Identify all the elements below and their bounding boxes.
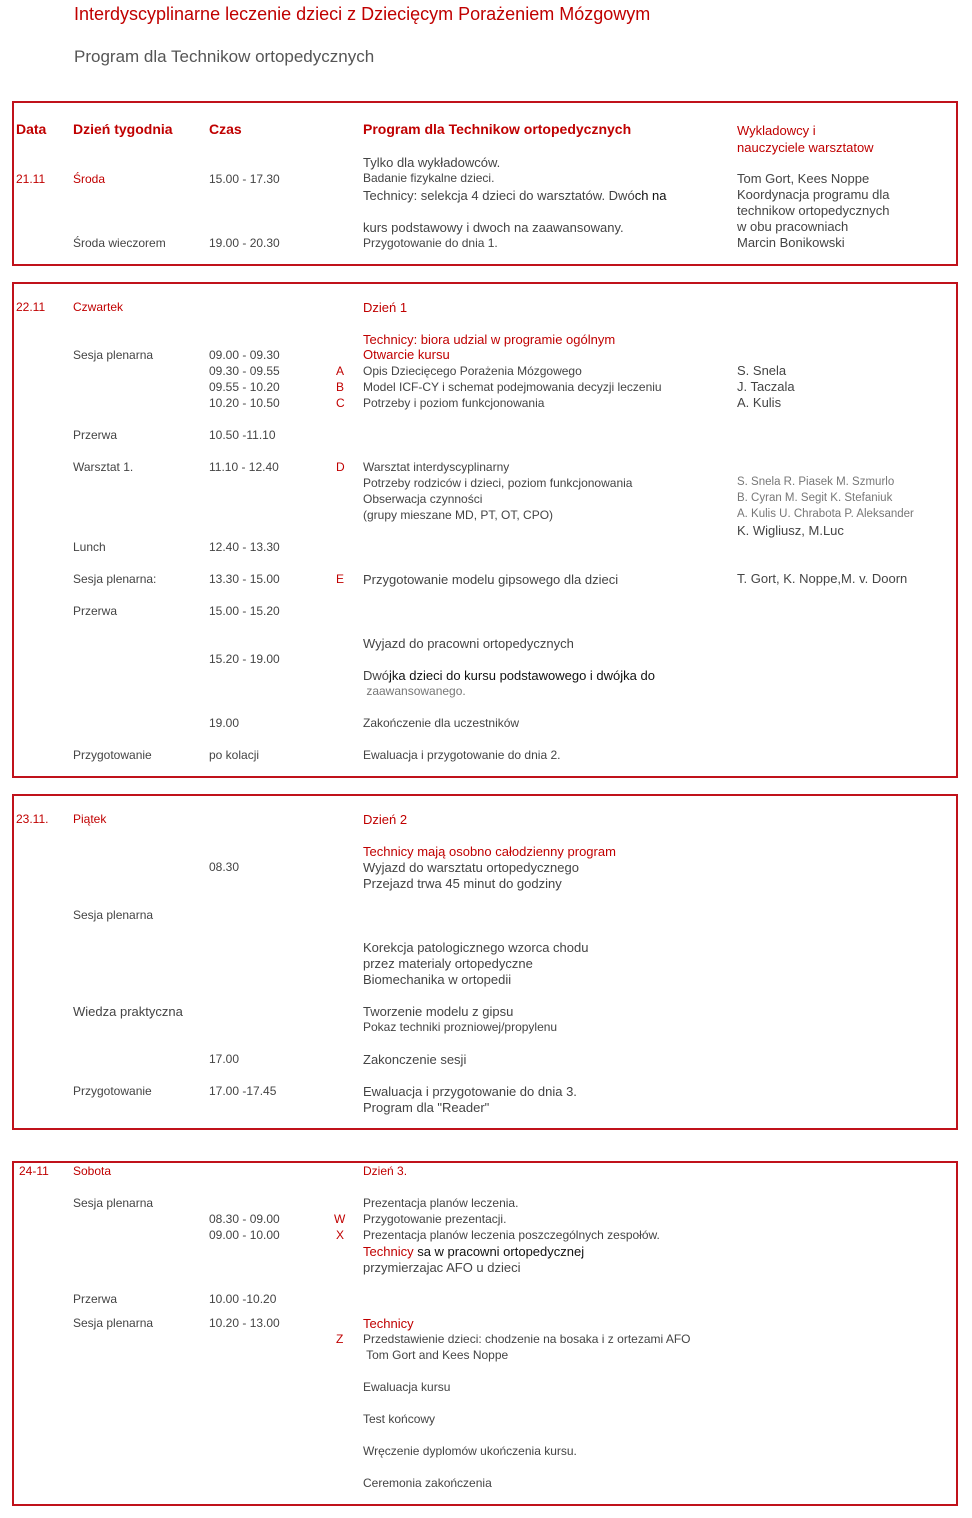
date-label: 22.11	[16, 300, 46, 314]
program-line: Wyjazd do pracowni ortopedycznych	[363, 636, 574, 651]
program-line	[363, 1245, 584, 1258]
lecturer-line: Marcin Bonikowski	[737, 235, 845, 250]
program-line: Tworzenie modelu z gipsu	[363, 1004, 514, 1019]
time-label: 08.30	[209, 860, 240, 874]
program-line: Badanie fizykalne dzieci.	[363, 171, 495, 185]
program-line: Przygotowanie modelu gipsowego dla dzieci	[363, 572, 619, 587]
time-label: 09.30 - 09.55	[209, 364, 280, 378]
program-line: Zakonczenie sesji	[363, 1052, 467, 1067]
program-line: Przejazd trwa 45 minut do godziny	[363, 876, 562, 891]
day-title: Dzień 1	[363, 300, 408, 315]
program-line: Tom Gort and Kees Noppe	[363, 1348, 509, 1362]
program-line: Przedstawienie dzieci: chodzenie na bosaka i z ortezami AFO	[363, 1332, 691, 1346]
time-label: 15.00 - 15.20	[209, 604, 280, 618]
program-line: (grupy mieszane MD, PT, OT, CPO)	[363, 508, 554, 522]
item-letter: D	[336, 460, 345, 474]
time-label: 08.30 - 09.00	[209, 1212, 280, 1226]
program-line: Prezentacja planów leczenia poszczególnych zespołów.	[363, 1228, 660, 1242]
program-line: Technicy: biora udzial w programie ogólnym	[363, 332, 616, 347]
day-label: Środa wieczorem	[73, 236, 166, 250]
session-label: Sesja plenarna	[73, 908, 154, 922]
day-title: Dzień 2	[363, 812, 408, 827]
session-label: Sesja plenarna	[73, 1316, 154, 1330]
program-line	[363, 669, 655, 682]
item-letter: B	[336, 380, 345, 394]
time-label: 19.00 - 20.30	[209, 236, 280, 250]
day-title: Dzień 3.	[363, 1164, 408, 1178]
program-line: Test końcowy	[363, 1412, 436, 1426]
program-text: Technicy: selekcja 4 dzieci do warsztatów. Dwó	[363, 188, 635, 203]
program-line: Model ICF-CY i schemat podejmowania decyzji leczeniu	[363, 380, 662, 394]
day-label: Piątek	[73, 812, 107, 826]
time-label: 11.10 - 12.40	[209, 460, 279, 474]
program-line: Obserwacja czynności	[363, 492, 483, 506]
time-label: 15.20 - 19.00	[209, 652, 280, 666]
program-line: Przygotowanie do dnia 1.	[363, 236, 498, 250]
program-line: Biomechanika w ortopedii	[363, 972, 512, 987]
time-label: 12.40 - 13.30	[209, 540, 280, 554]
session-label: Lunch	[73, 540, 106, 554]
program-line: Potrzeby rodziców i dzieci, poziom funkcjonowania	[363, 476, 633, 490]
program-line: kurs podstawowy i dwoch na zaawansowany.	[363, 220, 624, 235]
program-line: Warsztat interdyscyplinarny	[363, 460, 510, 474]
day-label: Środa	[73, 172, 106, 186]
header-time: Czas	[209, 121, 242, 137]
date-label: 24-11	[19, 1164, 49, 1178]
time-label: po kolacji	[209, 748, 260, 762]
page-title: Interdyscyplinarne leczenie dzieci z Dziecięcym Porażeniem Mózgowym	[74, 4, 651, 24]
lecturer-line: w obu pracowniach	[737, 219, 849, 234]
lecturer-line: T. Gort, K. Noppe,M. v. Doorn	[737, 571, 908, 586]
program-line: zaawansowanego.	[363, 684, 466, 698]
time-label: 13.30 - 15.00	[209, 572, 280, 586]
program-line: Wręczenie dyplomów ukończenia kursu.	[363, 1444, 577, 1458]
program-line: Otwarcie kursu	[363, 347, 450, 362]
date-label: 21.11	[16, 172, 46, 186]
lecturer-line: Koordynacja programu dla	[737, 187, 890, 202]
session-label: Sesja plenarna:	[73, 572, 157, 586]
lecturer-line: K. Wigliusz, M.Luc	[737, 523, 844, 538]
program-text: jka dzieci do kursu podstawowego i dwójka do	[389, 668, 655, 683]
program-line: Potrzeby i poziom funkcjonowania	[363, 396, 545, 410]
program-line: Ewaluacja i przygotowanie do dnia 2.	[363, 748, 561, 762]
session-label: Przygotowanie	[73, 1084, 152, 1098]
program-text: Technicy	[363, 1244, 414, 1259]
program-line: Korekcja patologicznego wzorca chodu	[363, 940, 589, 955]
item-letter: C	[336, 396, 345, 410]
header-day: Dzień tygodnia	[73, 121, 173, 137]
program-line: Prezentacja planów leczenia.	[363, 1196, 519, 1210]
lecturer-line: J. Taczala	[737, 379, 795, 394]
program-line: Opis Dziecięcego Porażenia Mózgowego	[363, 364, 582, 378]
program-line: przymierzajac AFO u dzieci	[363, 1260, 521, 1275]
program-line: Ewaluacja kursu	[363, 1380, 451, 1394]
lecturer-line: A. Kulis U. Chrabota P. Aleksander	[737, 508, 914, 520]
header-program: Program dla Technikow ortopedycznych	[363, 121, 632, 137]
session-label: Sesja plenarna	[73, 1196, 154, 1210]
program-line: Technicy mają osobno całodzienny program	[363, 844, 616, 859]
time-label: 09.00 - 09.30	[209, 348, 280, 362]
program-line: Wyjazd do warsztatu ortopedycznego	[363, 860, 579, 875]
item-letter: W	[334, 1212, 346, 1226]
time-label: 10.20 - 10.50	[209, 396, 280, 410]
lecturer-line: S. Snela R. Piasek M. Szmurlo	[737, 476, 895, 488]
day-label: Sobota	[73, 1164, 112, 1178]
session-label: Przerwa	[73, 604, 118, 618]
time-label: 10.20 - 13.00	[209, 1316, 280, 1330]
item-letter: Z	[336, 1332, 344, 1346]
program-line: Ewaluacja i przygotowanie do dnia 3.	[363, 1084, 577, 1099]
header-date: Data	[16, 121, 47, 137]
session-label: Warsztat 1.	[73, 460, 134, 474]
lecturer-line: A. Kulis	[737, 395, 782, 410]
program-line	[363, 189, 667, 202]
item-letter: A	[336, 364, 345, 378]
time-label: 17.00 -17.45	[209, 1084, 277, 1098]
session-label: Przerwa	[73, 1292, 118, 1306]
session-label: Wiedza praktyczna	[73, 1004, 183, 1019]
program-line: przez materialy ortopedyczne	[363, 956, 533, 971]
program-line: Program dla "Reader"	[363, 1100, 490, 1115]
time-label: 09.55 - 10.20	[209, 380, 280, 394]
lecturer-line: technikow ortopedycznych	[737, 203, 890, 218]
program-text: sa w pracowni ortopedycznej	[413, 1244, 585, 1259]
day-label: Czwartek	[73, 300, 124, 314]
header-lecturers-line2: nauczyciele warsztatow	[737, 140, 874, 155]
lecturer-line: Tom Gort, Kees Noppe	[737, 171, 870, 186]
time-label: 10.50 -11.10	[209, 428, 276, 442]
time-label: 09.00 - 10.00	[209, 1228, 280, 1242]
time-label: 15.00 - 17.30	[209, 172, 280, 186]
time-label: 19.00	[209, 716, 240, 730]
program-line: Tylko dla wykładowców.	[363, 155, 501, 170]
session-label: Przygotowanie	[73, 748, 152, 762]
time-label: 17.00	[209, 1052, 240, 1066]
program-line: Przygotowanie prezentacji.	[363, 1212, 507, 1226]
program-text: Dwó	[363, 668, 390, 683]
lecturer-line: B. Cyran M. Segit K. Stefaniuk	[737, 492, 893, 504]
session-label: Przerwa	[73, 428, 118, 442]
program-text: ch na	[634, 188, 667, 203]
header-lecturers-line1: Wykladowcy i	[737, 123, 816, 138]
program-line: Pokaz techniki prozniowej/propylenu	[363, 1020, 558, 1034]
program-line: Zakończenie dla uczestników	[363, 716, 520, 730]
program-line: Technicy	[363, 1316, 414, 1331]
item-letter: X	[336, 1228, 345, 1242]
date-label: 23.11.	[16, 812, 49, 826]
item-letter: E	[336, 572, 345, 586]
page-subtitle: Program dla Technikow ortopedycznych	[74, 47, 375, 66]
program-line: Ceremonia zakończenia	[363, 1476, 492, 1490]
session-label: Sesja plenarna	[73, 348, 154, 362]
lecturer-line: S. Snela	[737, 363, 787, 378]
time-label: 10.00 -10.20	[209, 1292, 277, 1306]
